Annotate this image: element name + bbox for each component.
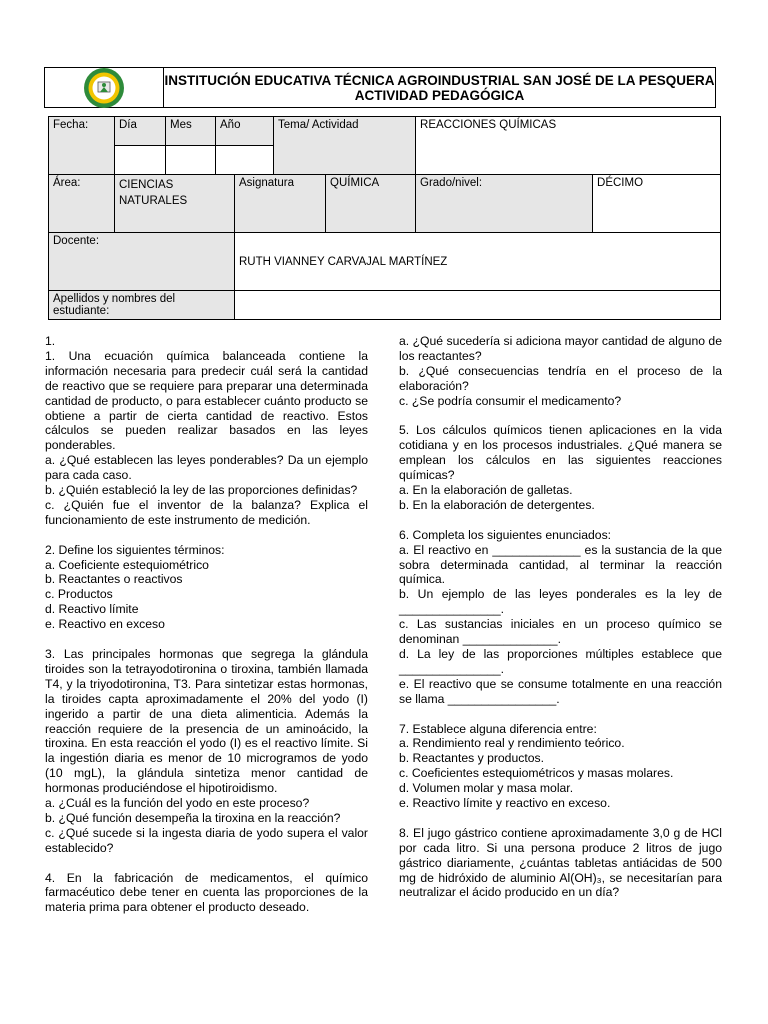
dia-label: Día: [115, 117, 166, 146]
institution-title: INSTITUCIÓN EDUCATIVA TÉCNICA AGROINDUSTRIAL SAN JOSÉ DE LA PESQUERA: [164, 72, 715, 88]
ano-label: Año: [216, 117, 274, 146]
asignatura-label: Asignatura: [235, 175, 326, 233]
docente-name: RUTH VIANNEY CARVAJAL MARTÍNEZ: [239, 255, 448, 268]
school-seal-icon: [82, 67, 126, 109]
question-paragraph: 7. Establece alguna diferencia entre:: [399, 721, 597, 736]
question-paragraph: c. Coeficientes estequiométricos y masas molares.: [399, 766, 674, 781]
question-paragraph: 1.: [45, 334, 56, 348]
question-paragraph: a. ¿Qué sucedería si adiciona mayor cantidad de alguno de los reactantes?: [399, 334, 722, 363]
question-paragraph: d. Volumen molar y masa molar.: [399, 781, 574, 796]
question-paragraph: b. En la elaboración de detergentes.: [399, 497, 595, 512]
question-paragraph: b. ¿Qué función desempeña la tiroxina en la reacción?: [45, 810, 341, 825]
question-paragraph: 3. Las principales hormonas que segrega la glándula tiroides son la tetrayodotironina o tiroxina, también llamada T4, y la triyodotironina, T3. Para sintetizar estas hormonas, la tiroides capta aproximadamente el 20% del yodo (I) ingerido a partir de una dieta alimenticia. Además la reacción requiere de la presencia de un aminoácido, la tiroxina. En esta reacción el yodo (I) es el reactivo límite. Si la ingestión diaria es menor de 10 microgramos de yodo (10 mgL), la glándula sintetiza menor cantidad de hormonas produciéndose el hipotiroidismo.: [45, 647, 368, 796]
question-paragraph: c. Productos: [45, 587, 113, 602]
question-paragraph: a. ¿Cuál es la función del yodo en este proceso?: [45, 796, 310, 811]
question-paragraph: 8. El jugo gástrico contiene aproximadamente 3,0 g de HCl por cada litro. Si una persona produce 2 litros de jugo gástrico diariamente, ¿cuántas tabletas antiácidas de 500 mg de hidróxido de aluminio Al(OH)₃, se necesitarían para neutralizar el ácido producido en un día?: [399, 825, 722, 900]
dia-field[interactable]: [115, 146, 166, 175]
header-box: [44, 67, 716, 108]
asignatura-value: QUÍMICA: [326, 175, 416, 233]
question-paragraph: b. Un ejemplo de las leyes ponderales es la ley de _______________.: [399, 587, 722, 617]
estudiante-label: Apellidos y nombres del estudiante:: [49, 291, 235, 320]
grado-value: DÉCIMO: [593, 175, 721, 233]
mes-field[interactable]: [166, 146, 216, 175]
paragraph-gap: [45, 856, 368, 871]
grado-label: Grado/nivel:: [416, 175, 593, 233]
question-paragraph: e. Reactivo límite y reactivo en exceso.: [399, 796, 611, 811]
left-column: [45, 334, 368, 915]
docente-label: Docente:: [49, 233, 235, 291]
question-paragraph: e. Reactivo en exceso: [45, 617, 165, 632]
question-paragraph: 4. En la fabricación de medicamentos, el químico farmacéutico debe tener en cuenta las proporciones de la materia prima para obtener el producto deseado.: [45, 870, 368, 915]
question-paragraph: a. Rendimiento real y rendimiento teórico.: [399, 736, 625, 751]
question-paragraph: a. En la elaboración de galletas.: [399, 483, 573, 498]
fecha-label: Fecha:: [49, 117, 115, 175]
question-paragraph: a. ¿Qué establecen las leyes ponderables? Da un ejemplo para cada caso.: [45, 453, 368, 483]
question-paragraph: a. Coeficiente estequiométrico: [45, 557, 209, 572]
right-column: [399, 334, 722, 900]
question-paragraph: c. ¿Quién fue el inventor de la balanza? Explica el funcionamiento de este instrumento de medición.: [45, 497, 368, 527]
question-paragraph: 1. Una ecuación química balanceada contiene la información necesaria para predecir cuál será la cantidad de reactivo que se requiere para preparar una determinada cantidad de producto, o para establecer cuánto producto se obtiene a partir de cierta cantidad de reactivo. Estos cálculos se pueden realizar basados en las leyes ponderables.: [45, 348, 368, 453]
paragraph-gap: [399, 513, 722, 528]
question-paragraph: 6. Completa los siguientes enunciados:: [399, 527, 612, 542]
question-paragraph: e. El reactivo que se consume totalmente en una reacción se llama ________________.: [399, 676, 722, 706]
question-paragraph: c. Las sustancias iniciales en un proceso químico se denominan ______________.: [399, 617, 722, 647]
question-paragraph: d. La ley de las proporciones múltiples establece que _______________.: [399, 647, 722, 676]
question-paragraph: d. Reactivo límite: [45, 602, 139, 617]
area-value: CIENCIAS NATURALES: [115, 175, 235, 233]
paragraph-gap: [399, 811, 722, 826]
docente-value: [235, 233, 721, 291]
activity-title: ACTIVIDAD PEDAGÓGICA: [354, 87, 525, 103]
question-paragraph: a. El reactivo en _____________ es la sustancia de la que sobra determinada cantidad, al terminar la reacción química.: [399, 542, 722, 587]
question-paragraph: c. ¿Se podría consumir el medicamento?: [399, 393, 622, 408]
question-paragraph: 2. Define los siguientes términos:: [45, 542, 225, 557]
paragraph-gap: [45, 528, 368, 543]
estudiante-field[interactable]: [235, 291, 721, 320]
mes-label: Mes: [166, 117, 216, 146]
header-title: [164, 68, 715, 107]
ano-field[interactable]: [216, 146, 274, 175]
paragraph-gap: [45, 632, 368, 647]
question-paragraph: 5. Los cálculos químicos tienen aplicaciones en la vida cotidiana y en los procesos industriales. ¿Qué manera se emplean los cálculos en las siguientes reacciones químicas?: [399, 423, 722, 483]
info-table: [48, 116, 721, 320]
paragraph-gap: [399, 409, 722, 424]
question-paragraph: b. Reactantes o reactivos: [45, 572, 183, 587]
tema-label: Tema/ Actividad: [274, 117, 416, 175]
question-paragraph: b. ¿Qué consecuencias tendría en el proceso de la elaboración?: [399, 363, 722, 393]
paragraph-gap: [399, 707, 722, 722]
question-paragraph: b. Reactantes y productos.: [399, 751, 544, 766]
area-label: Área:: [49, 175, 115, 233]
question-paragraph: c. ¿Qué sucede si la ingesta diaria de yodo supera el valor establecido?: [45, 825, 368, 855]
tema-value: REACCIONES QUÍMICAS: [416, 117, 721, 175]
logo-cell: [45, 68, 164, 107]
question-paragraph: b. ¿Quién estableció la ley de las proporciones definidas?: [45, 483, 358, 498]
